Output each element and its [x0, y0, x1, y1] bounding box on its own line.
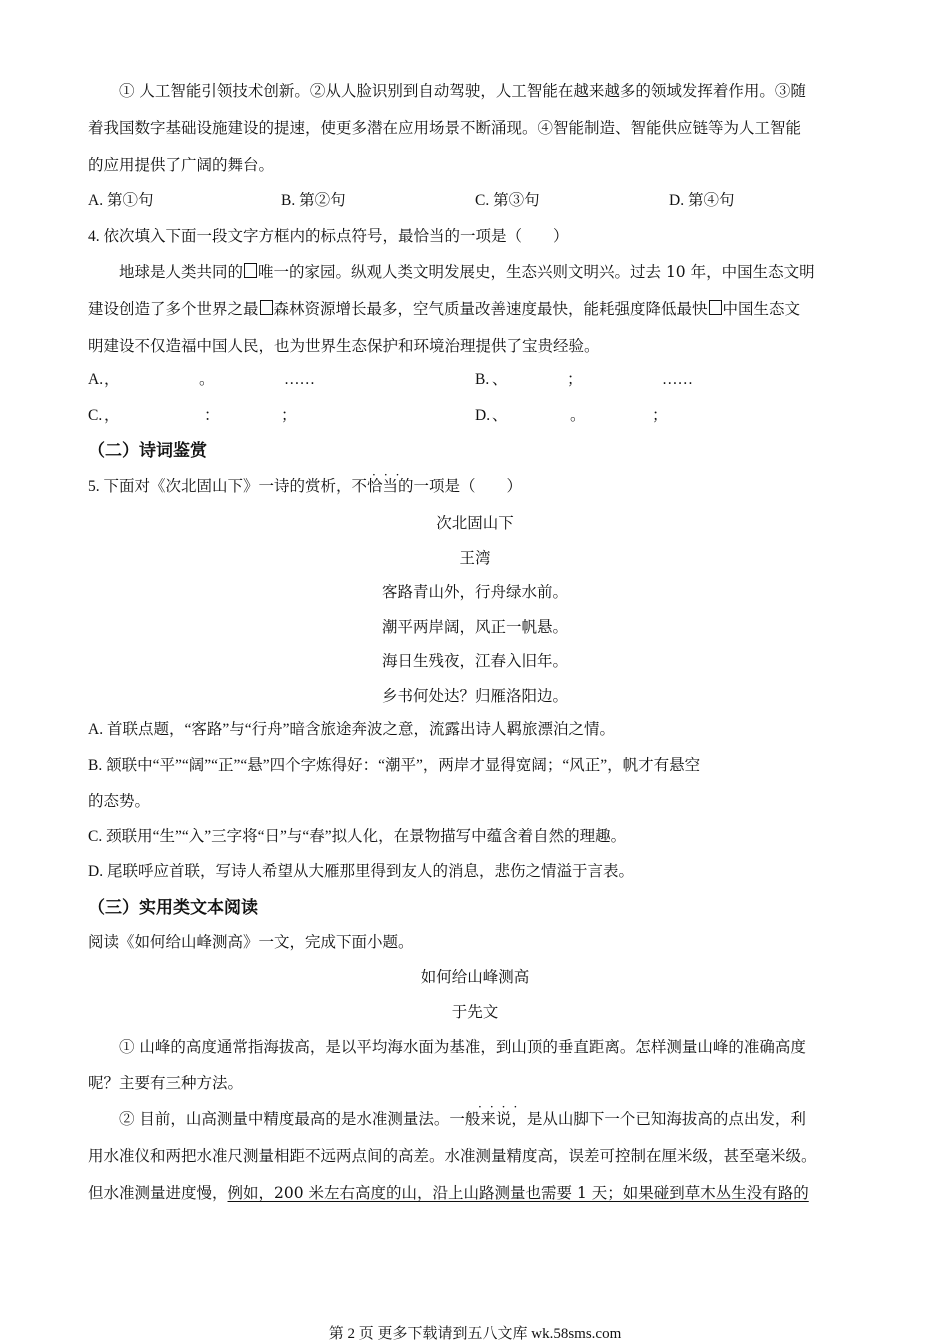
- q3-option-d[interactable]: D. 第④句: [669, 192, 735, 209]
- q4-text-segment: 唯一的家园。纵观人类文明发展史，生态兴则文明兴。过去 10 年，中国生态文明: [258, 263, 815, 281]
- section-heading-poetry: （二）诗词鉴赏: [88, 441, 207, 461]
- q5-option-b[interactable]: B. 颔联中“平”“阔”“正”“悬”四个字炼得好：“潮平”，两岸才显得宽阔；“风正”，帆才有悬空: [88, 757, 701, 774]
- blank-box: [709, 300, 722, 315]
- reading-intro: 阅读《如何给山峰测高》一文，完成下面小题。: [88, 934, 414, 951]
- article-para-2-line-3: [88, 1182, 809, 1204]
- q4-passage-line-3: 明建设不仅造福中国人民，也为世界生态保护和环境治理提供了宝贵经验。: [88, 337, 600, 355]
- q5-option-b-continued: 的态势。: [88, 793, 151, 810]
- article-title: 如何给山峰测高: [420, 968, 530, 986]
- blank-box: [244, 263, 257, 278]
- q3-option-b[interactable]: B. 第②句: [281, 192, 346, 209]
- q3-passage-line-1: ① 人工智能引领技术创新。②从人脸识别到自动驾驶，人工智能在越来越多的领域发挥着作用。③随: [119, 82, 806, 100]
- option-label: A.: [88, 371, 104, 388]
- punct-3: ；: [652, 407, 668, 424]
- page-footer: 第 2 页 更多下载请到五八文库 wk.58sms.com: [328, 1326, 622, 1342]
- underlined-text: 例如，200 米左右高度的山，沿上山路测量也需要 1 天；如果碰到草木丛生没有路的: [227, 1184, 809, 1202]
- q3-option-c[interactable]: C. 第③句: [475, 192, 540, 209]
- punct-1: 、: [492, 371, 508, 388]
- q5-option-c[interactable]: C. 颈联用“生”“入”三字将“日”与“春”拟人化，在景物描写中蕴含着自然的理趣。: [88, 828, 627, 845]
- poem-line-1: 客路青山外，行舟绿水前。: [381, 583, 568, 601]
- poem-line-2: 潮平两岸阔，风正一帆悬。: [381, 618, 568, 636]
- q4-text-segment: 中国生态文: [722, 300, 801, 318]
- q5-option-d[interactable]: D. 尾联呼应首联，写诗人希望从大雁那里得到友人的消息，悲伤之情溢于言表。: [88, 863, 634, 880]
- q4-text-segment: 地球是人类共同的: [119, 263, 244, 281]
- q5-stem: 5. 下面对《次北固山下》一诗的赏析，不恰当的一项是（ ）: [88, 478, 523, 495]
- punct-2: ；: [567, 371, 583, 388]
- section-heading-practical-reading: （三）实用类文本阅读: [88, 898, 258, 918]
- punct-1: ，: [104, 407, 120, 424]
- article-para-2-line-2: 用水准仪和两把水准尺测量相距不远两点间的高差。水准测量精度高，误差可控制在厘米级，甚至毫米级。: [88, 1147, 817, 1165]
- option-label: D.: [475, 407, 491, 424]
- punct-3: ……: [662, 371, 693, 388]
- punct-3: ……: [284, 371, 315, 388]
- emphasis-dots: ····: [478, 1100, 526, 1114]
- q4-passage-line-1: [119, 261, 815, 283]
- q5-option-a[interactable]: A. 首联点题，“客路”与“行舟”暗含旅途奔波之意，流露出诗人羁旅漂泊之情。: [88, 721, 615, 738]
- punct-1: 、: [492, 407, 508, 424]
- blank-box: [260, 300, 273, 315]
- punct-2: ：: [204, 407, 220, 424]
- punct-3: ；: [281, 407, 297, 424]
- article-para-1-line-1: ① 山峰的高度通常指海拔高，是以平均海水面为基准，到山顶的垂直距离。怎样测量山峰的准确高度: [119, 1038, 806, 1056]
- q4-text-segment: 建设创造了多个世界之最: [88, 300, 259, 318]
- article-para-2-line-1: ② 目前，山高测量中精度最高的是水准测量法。一般来说，是从山脚下一个已知海拔高的点出发，利: [119, 1110, 806, 1128]
- poem-author: 王湾: [459, 549, 491, 567]
- punct-2: 。: [199, 371, 215, 388]
- q4-passage-line-2: [88, 298, 800, 320]
- q3-passage-line-2: 着我国数字基础设施建设的提速，使更多潜在应用场景不断涌现。④智能制造、智能供应链等为人工智能: [88, 119, 802, 137]
- poem-line-4: 乡书何处达？归雁洛阳边。: [381, 687, 568, 705]
- article-author: 于先文: [451, 1003, 499, 1021]
- punct-2: 。: [570, 407, 586, 424]
- q3-option-a[interactable]: A. 第①句: [88, 192, 154, 209]
- q3-passage-line-3: 的应用提供了广阔的舞台。: [88, 156, 275, 174]
- option-label: B.: [475, 371, 490, 388]
- punct-1: ，: [104, 371, 120, 388]
- q4-text-segment: 森林资源增长最多，空气质量改善速度最快，能耗强度降低最快: [273, 300, 708, 318]
- text-segment: 但水准测量进度慢，: [88, 1184, 228, 1202]
- article-para-1-line-2: 呢？主要有三种方法。: [88, 1074, 244, 1092]
- q4-stem: 4. 依次填入下面一段文字方框内的标点符号，最恰当的一项是（ ）: [88, 228, 569, 245]
- option-label: C.: [88, 407, 103, 424]
- poem-title: 次北固山下: [436, 514, 514, 532]
- emphasis-dots: ···: [372, 468, 408, 482]
- poem-line-3: 海日生残夜，江春入旧年。: [381, 652, 568, 670]
